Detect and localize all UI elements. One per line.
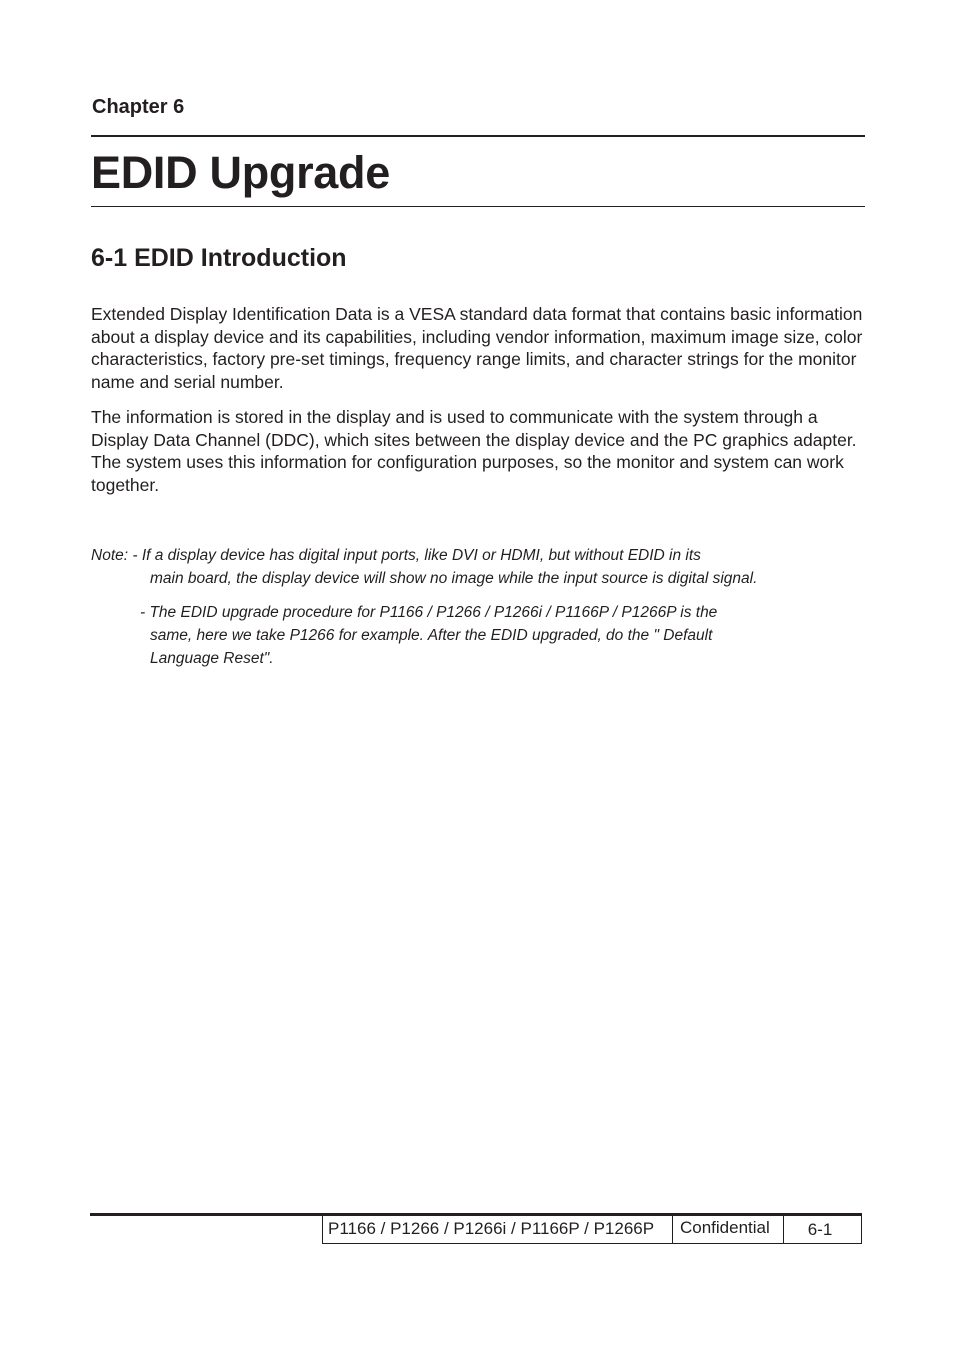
note-line: Language Reset". [150, 650, 274, 667]
note-line: - The EDID upgrade procedure for P1166 / P1266 / P1266i / P1166P / P1266P is the [140, 604, 718, 621]
footer-model-list: P1166 / P1266 / P1266i / P1166P / P1266P [328, 1219, 655, 1238]
footer-confidential-label: Confidential [672, 1215, 784, 1243]
intro-paragraph-2: The information is stored in the display and is used to communicate with the system through a Display Data Channel (DDC), which sites between the display device and the PC graphics adapter. The system uses this information for configuration purposes, so the monitor and system can work together. [91, 407, 857, 495]
note-line: main board, the display device will show no image while the input source is digital signal. [150, 570, 758, 587]
title-top-rule [91, 135, 865, 137]
footer-table [322, 1215, 862, 1244]
section-heading: 6-1 EDID Introduction [91, 244, 347, 272]
page-title: EDID Upgrade [91, 147, 390, 198]
note-line: same, here we take P1266 for example. After the EDID upgraded, do the " Default [150, 627, 713, 644]
note-line: Note: - If a display device has digital input ports, like DVI or HDMI, but without EDID in its [91, 547, 701, 564]
intro-paragraph-1: Extended Display Identification Data is a VESA standard data format that contains basic information about a display device and its capabilities, including vendor information, maximum image size, color characteristics, factory pre-set timings, frequency range limits, and character strings for the monitor name and serial number. [91, 304, 863, 392]
footer-page-number: 6-1 [807, 1220, 833, 1239]
title-bottom-rule [91, 206, 865, 207]
chapter-label: Chapter 6 [92, 96, 185, 118]
